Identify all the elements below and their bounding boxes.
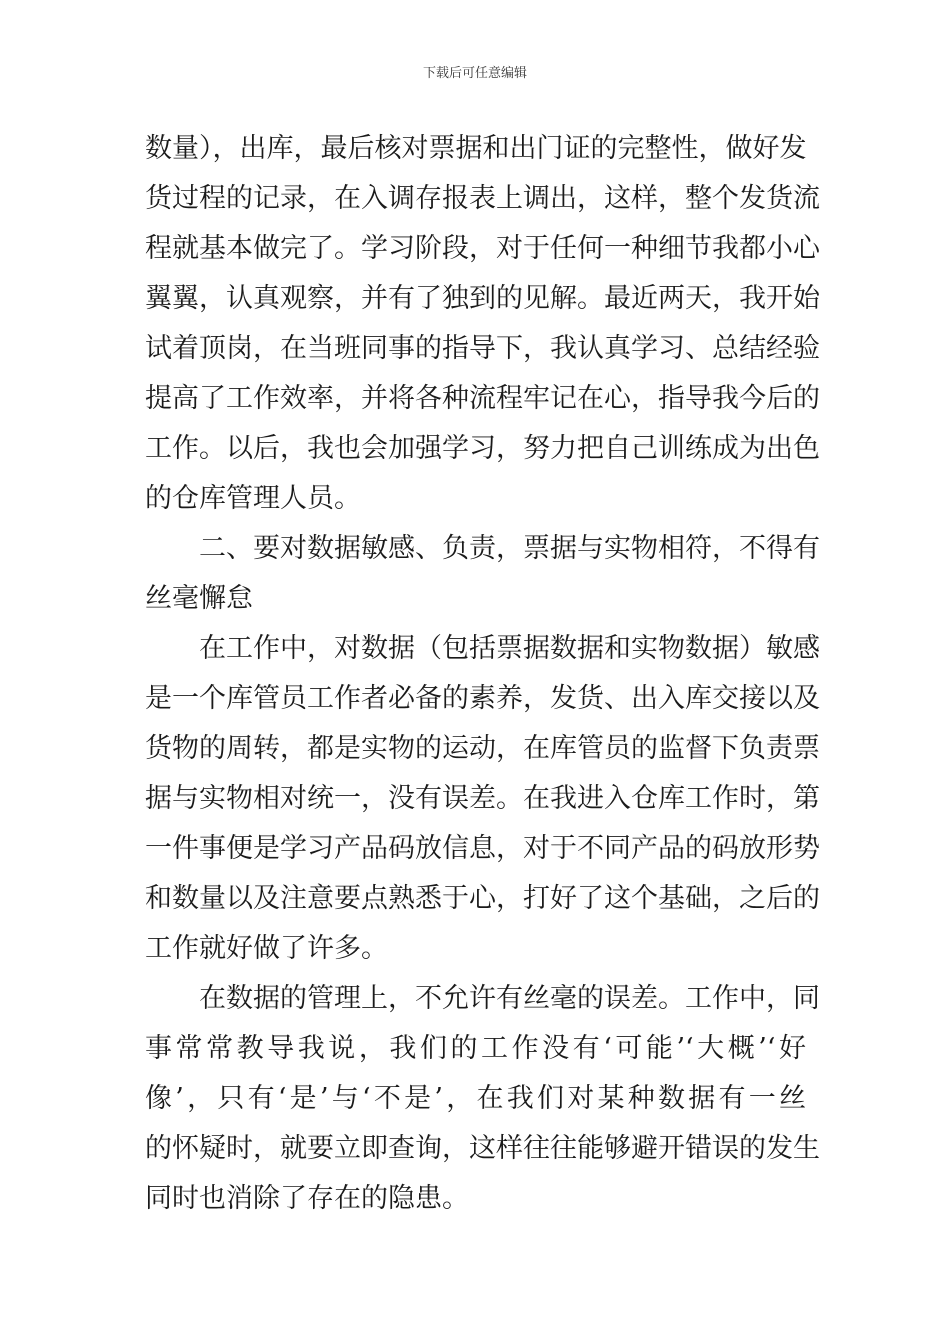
text-line: 的仓库管理人员。 bbox=[145, 483, 361, 514]
text-line: 试着顶岗，在当班同事的指导下，我认真学习、总结经验 bbox=[145, 333, 820, 364]
text-line: 一件事便是学习产品码放信息，对于不同产品的码放形势 bbox=[145, 833, 820, 864]
text-line: 提高了工作效率，并将各种流程牢记在心，指导我今后的 bbox=[145, 383, 820, 414]
text-line: 的怀疑时，就要立即查询，这样往往能够避开错误的发生 bbox=[145, 1133, 820, 1164]
section-heading-line: 丝毫懈怠 bbox=[145, 583, 253, 614]
text-line: 据与实物相对统一，没有误差。在我进入仓库工作时，第 bbox=[145, 783, 820, 814]
text-line: 在工作中，对数据（包括票据数据和实物数据）敏感 bbox=[145, 633, 820, 664]
text-line: 像’，只有‘是’与‘不是’，在我们对某种数据有一丝 bbox=[145, 1083, 806, 1114]
page-header: 下载后可任意编辑 bbox=[422, 66, 527, 81]
text-line: 事常常教导我说，我们的工作没有‘可能’‘大概’‘好 bbox=[145, 1033, 806, 1064]
text-line: 和数量以及注意要点熟悉于心，打好了这个基础，之后的 bbox=[145, 883, 820, 914]
text-line: 货物的周转，都是实物的运动，在库管员的监督下负责票 bbox=[145, 733, 820, 764]
section-heading-line: 二、要对数据敏感、负责，票据与实物相符，不得有 bbox=[145, 533, 820, 564]
text-line: 工作。以后，我也会加强学习，努力把自己训练成为出色 bbox=[145, 433, 820, 464]
text-line: 同时也消除了存在的隐患。 bbox=[145, 1183, 469, 1214]
text-line: 工作就好做了许多。 bbox=[145, 933, 388, 964]
text-line: 程就基本做完了。学习阶段，对于任何一种细节我都小心 bbox=[145, 233, 820, 264]
text-line: 翼翼，认真观察，并有了独到的见解。最近两天，我开始 bbox=[145, 283, 820, 314]
document-body bbox=[145, 124, 820, 1224]
text-line: 数量），出库，最后核对票据和出门证的完整性，做好发 bbox=[145, 133, 807, 164]
text-line: 是一个库管员工作者必备的素养，发货、出入库交接以及 bbox=[145, 683, 820, 714]
text-line: 货过程的记录，在入调存报表上调出，这样，整个发货流 bbox=[145, 183, 820, 214]
text-line: 在数据的管理上，不允许有丝毫的误差。工作中，同 bbox=[145, 983, 820, 1014]
